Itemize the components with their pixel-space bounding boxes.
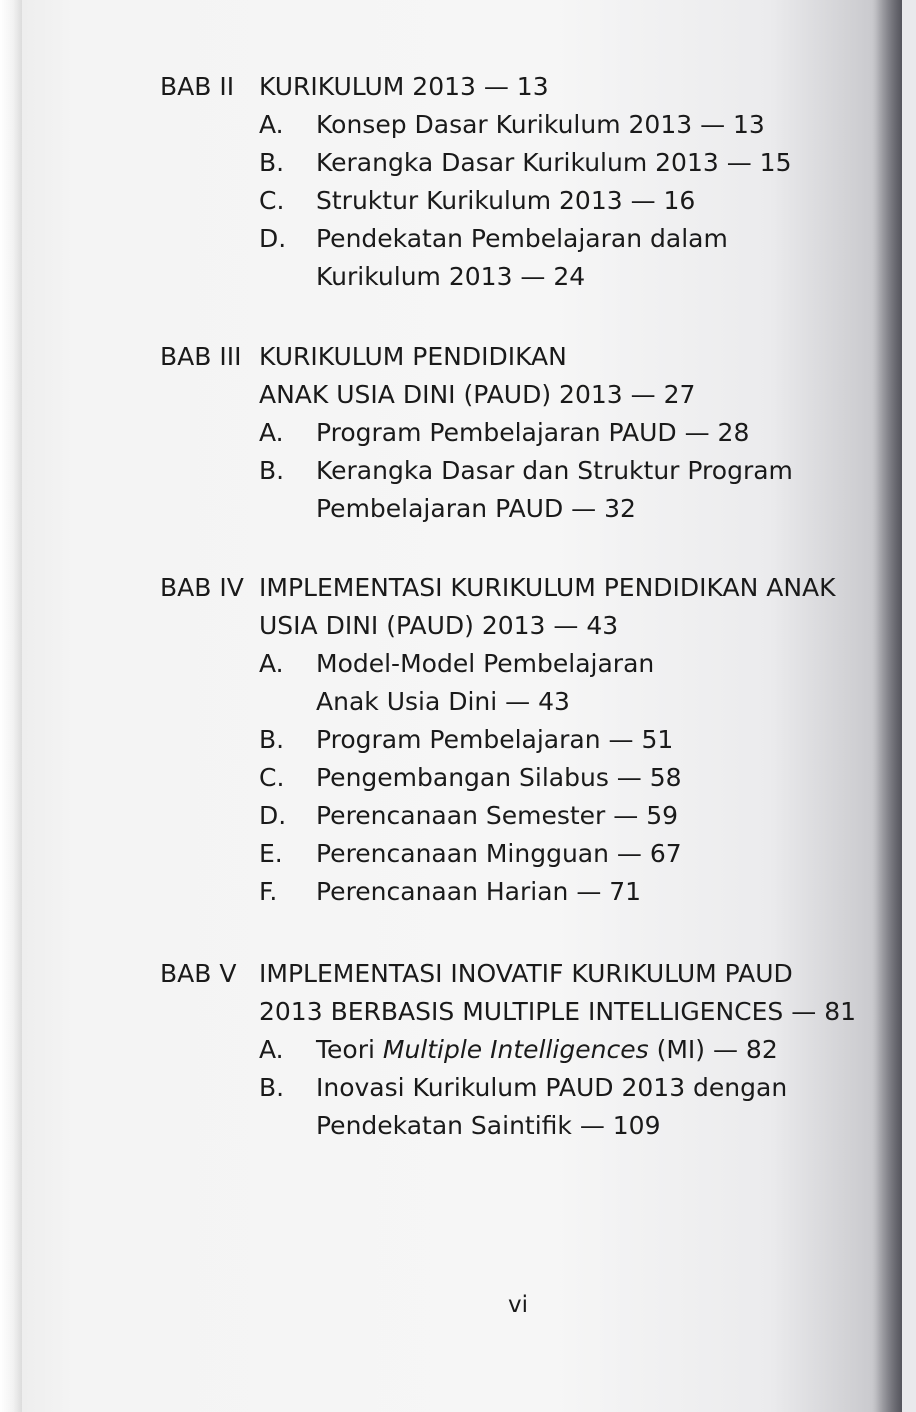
- item-letter: D.: [259, 801, 287, 830]
- chapter-heading-continuation: [160, 993, 857, 1031]
- toc-item: [160, 1031, 840, 1069]
- chapter-title: USIA DINI (PAUD) 2013 — 43: [259, 611, 619, 640]
- toc-item: [160, 797, 840, 835]
- item-title-prefix: Teori: [316, 1035, 383, 1064]
- chapter-heading-continuation: [160, 607, 840, 645]
- item-letter: B.: [259, 148, 285, 177]
- chapter-label: BAB V: [160, 959, 237, 988]
- item-title: Kurikulum 2013 — 24: [316, 262, 586, 291]
- chapter-heading: [160, 338, 840, 376]
- toc-item: [160, 721, 840, 759]
- item-letter: F.: [259, 877, 278, 906]
- item-title: Model-Model Pembelajaran: [316, 649, 655, 678]
- item-letter: A.: [259, 1035, 284, 1064]
- chapter-title: 2013 BERBASIS MULTIPLE INTELLIGENCES — 81: [259, 997, 857, 1026]
- item-letter: E.: [259, 839, 283, 868]
- page-number: vi: [507, 1292, 528, 1318]
- item-letter: D.: [259, 224, 287, 253]
- item-title: Perencanaan Harian — 71: [316, 877, 642, 906]
- toc-item: [160, 414, 840, 452]
- chapter-title: KURIKULUM 2013 — 13: [259, 72, 549, 101]
- chapter-label: BAB II: [160, 72, 235, 101]
- chapter-heading: [160, 955, 840, 993]
- toc-item-continuation: [160, 683, 840, 721]
- chapter-heading-continuation: [160, 376, 840, 414]
- chapter-title: KURIKULUM PENDIDIKAN: [259, 342, 567, 371]
- item-title: Pendekatan Pembelajaran dalam: [316, 224, 728, 253]
- item-title: Perencanaan Mingguan — 67: [316, 839, 682, 868]
- item-title-suffix: (MI) — 82: [648, 1035, 778, 1064]
- item-title: Pendekatan Saintifik — 109: [316, 1111, 661, 1140]
- item-letter: C.: [259, 186, 285, 215]
- toc-item: [160, 645, 840, 683]
- chapter-bab-4: [160, 569, 840, 911]
- toc-item: [160, 835, 840, 873]
- toc-item: [160, 182, 840, 220]
- item-title: Pembelajaran PAUD — 32: [316, 494, 636, 523]
- toc-item: [160, 144, 840, 182]
- item-title: Inovasi Kurikulum PAUD 2013 dengan: [316, 1073, 788, 1102]
- toc-item-continuation: [160, 258, 840, 296]
- item-title: Struktur Kurikulum 2013 — 16: [316, 186, 696, 215]
- chapter-heading: [160, 569, 840, 607]
- chapter-title: IMPLEMENTASI KURIKULUM PENDIDIKAN ANAK: [259, 573, 836, 602]
- toc-item: [160, 1069, 840, 1107]
- chapter-bab-2: [160, 68, 840, 296]
- chapter-bab-5: [160, 955, 857, 1145]
- item-letter: A.: [259, 649, 284, 678]
- item-title: Perencanaan Semester — 59: [316, 801, 679, 830]
- item-title: [316, 1031, 778, 1069]
- chapter-bab-3: [160, 338, 840, 528]
- toc-item-continuation: [160, 490, 840, 528]
- item-title: Konsep Dasar Kurikulum 2013 — 13: [316, 110, 765, 139]
- toc-item: [160, 759, 840, 797]
- item-title: Pengembangan Silabus — 58: [316, 763, 682, 792]
- item-letter: B.: [259, 725, 285, 754]
- chapter-title: IMPLEMENTASI INOVATIF KURIKULUM PAUD: [259, 959, 793, 988]
- toc-item-continuation: [160, 1107, 840, 1145]
- item-letter: B.: [259, 456, 285, 485]
- chapter-label: BAB III: [160, 342, 242, 371]
- page-binding-shadow: [872, 0, 902, 1412]
- chapter-heading: [160, 68, 840, 106]
- toc-item: [160, 873, 840, 911]
- item-letter: C.: [259, 763, 285, 792]
- chapter-title: ANAK USIA DINI (PAUD) 2013 — 27: [259, 380, 696, 409]
- page-left-margin: [0, 0, 22, 1412]
- chapter-label: BAB IV: [160, 573, 244, 602]
- item-letter: B.: [259, 1073, 285, 1102]
- toc-item: [160, 220, 840, 258]
- item-title: Program Pembelajaran PAUD — 28: [316, 418, 750, 447]
- item-letter: A.: [259, 110, 284, 139]
- item-title: Program Pembelajaran — 51: [316, 725, 674, 754]
- item-letter: A.: [259, 418, 284, 447]
- item-title-italic: Multiple Intelligences: [382, 1035, 649, 1064]
- item-title: Anak Usia Dini — 43: [316, 687, 570, 716]
- item-title: Kerangka Dasar Kurikulum 2013 — 15: [316, 148, 792, 177]
- item-title: Kerangka Dasar dan Struktur Program: [316, 456, 793, 485]
- toc-item: [160, 106, 840, 144]
- toc-item: [160, 452, 840, 490]
